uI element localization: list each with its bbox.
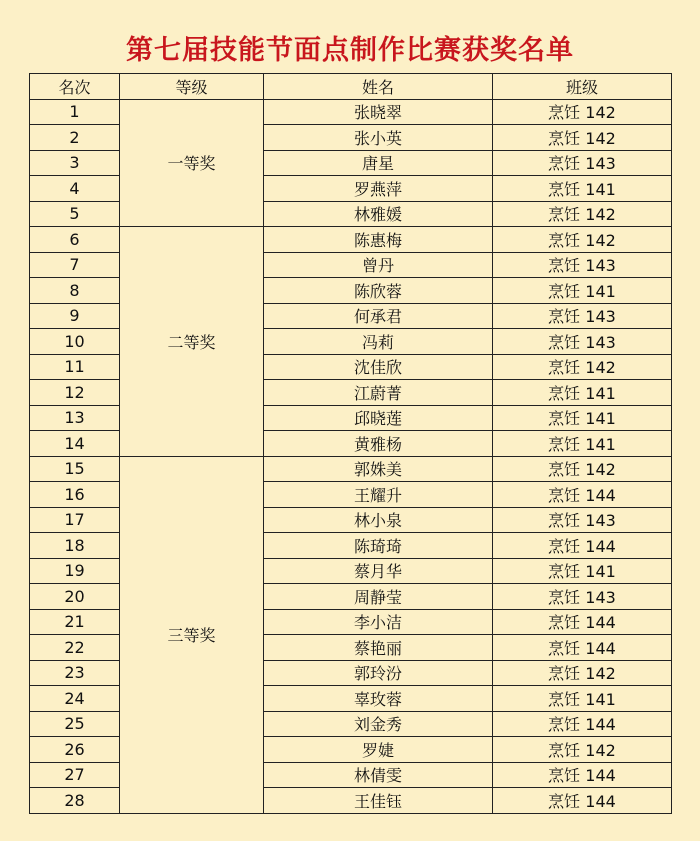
- name-cell: 唐星: [264, 150, 493, 176]
- rank-cell: 21: [30, 609, 120, 635]
- class-cell: 烹饪 142: [493, 737, 672, 763]
- rank-cell: 8: [30, 278, 120, 304]
- name-cell: 张晓翠: [264, 99, 493, 125]
- class-cell: 烹饪 144: [493, 482, 672, 508]
- rank-cell: 17: [30, 507, 120, 533]
- table-body: [30, 99, 672, 813]
- rank-cell: 2: [30, 125, 120, 151]
- class-cell: 烹饪 142: [493, 201, 672, 227]
- page-title: 第七届技能节面点制作比赛获奖名单: [126, 35, 574, 66]
- class-cell: 烹饪 141: [493, 558, 672, 584]
- rank-cell: 14: [30, 431, 120, 457]
- rank-cell: 26: [30, 737, 120, 763]
- rank-cell: 11: [30, 354, 120, 380]
- class-cell: 烹饪 142: [493, 99, 672, 125]
- rank-cell: 22: [30, 635, 120, 661]
- class-cell: 烹饪 142: [493, 227, 672, 253]
- rank-cell: 6: [30, 227, 120, 253]
- header-rank: 名次: [30, 74, 120, 100]
- name-cell: 郭姝美: [264, 456, 493, 482]
- award-level-cell: 二等奖: [120, 227, 264, 457]
- class-cell: 烹饪 141: [493, 431, 672, 457]
- name-cell: 罗婕: [264, 737, 493, 763]
- name-cell: 李小洁: [264, 609, 493, 635]
- name-cell: 何承君: [264, 303, 493, 329]
- class-cell: 烹饪 144: [493, 762, 672, 788]
- class-cell: 烹饪 144: [493, 711, 672, 737]
- class-cell: 烹饪 144: [493, 788, 672, 814]
- awards-table: [29, 73, 672, 814]
- name-cell: 王耀升: [264, 482, 493, 508]
- rank-cell: 1: [30, 99, 120, 125]
- class-cell: 烹饪 141: [493, 686, 672, 712]
- name-cell: 黄雅杨: [264, 431, 493, 457]
- name-cell: 林小泉: [264, 507, 493, 533]
- name-cell: 林雅媛: [264, 201, 493, 227]
- class-cell: 烹饪 143: [493, 150, 672, 176]
- rank-cell: 13: [30, 405, 120, 431]
- name-cell: 王佳钰: [264, 788, 493, 814]
- rank-cell: 4: [30, 176, 120, 202]
- header-name: 姓名: [264, 74, 493, 100]
- class-cell: 烹饪 143: [493, 507, 672, 533]
- class-cell: 烹饪 141: [493, 278, 672, 304]
- class-cell: 烹饪 143: [493, 584, 672, 610]
- name-cell: 刘金秀: [264, 711, 493, 737]
- name-cell: 罗燕萍: [264, 176, 493, 202]
- table-header-row: [30, 74, 672, 100]
- name-cell: 陈欣蓉: [264, 278, 493, 304]
- rank-cell: 19: [30, 558, 120, 584]
- name-cell: 曾丹: [264, 252, 493, 278]
- rank-cell: 7: [30, 252, 120, 278]
- name-cell: 蔡月华: [264, 558, 493, 584]
- name-cell: 冯莉: [264, 329, 493, 355]
- rank-cell: 27: [30, 762, 120, 788]
- class-cell: 烹饪 142: [493, 456, 672, 482]
- name-cell: 郭玲汾: [264, 660, 493, 686]
- class-cell: 烹饪 142: [493, 660, 672, 686]
- name-cell: 陈惠梅: [264, 227, 493, 253]
- name-cell: 林倩雯: [264, 762, 493, 788]
- rank-cell: 12: [30, 380, 120, 406]
- rank-cell: 9: [30, 303, 120, 329]
- name-cell: 辜玫蓉: [264, 686, 493, 712]
- award-level-cell: 三等奖: [120, 456, 264, 813]
- class-cell: 烹饪 141: [493, 405, 672, 431]
- class-cell: 烹饪 142: [493, 354, 672, 380]
- header-level: 等级: [120, 74, 264, 100]
- name-cell: 蔡艳丽: [264, 635, 493, 661]
- class-cell: 烹饪 144: [493, 609, 672, 635]
- rank-cell: 18: [30, 533, 120, 559]
- rank-cell: 20: [30, 584, 120, 610]
- table-row: [30, 99, 672, 125]
- header-class: 班级: [493, 74, 672, 100]
- name-cell: 陈琦琦: [264, 533, 493, 559]
- class-cell: 烹饪 142: [493, 125, 672, 151]
- class-cell: 烹饪 143: [493, 252, 672, 278]
- class-cell: 烹饪 144: [493, 635, 672, 661]
- rank-cell: 10: [30, 329, 120, 355]
- table-row: [30, 456, 672, 482]
- rank-cell: 25: [30, 711, 120, 737]
- class-cell: 烹饪 141: [493, 380, 672, 406]
- name-cell: 周静莹: [264, 584, 493, 610]
- name-cell: 沈佳欣: [264, 354, 493, 380]
- rank-cell: 15: [30, 456, 120, 482]
- class-cell: 烹饪 143: [493, 329, 672, 355]
- class-cell: 烹饪 141: [493, 176, 672, 202]
- class-cell: 烹饪 143: [493, 303, 672, 329]
- rank-cell: 23: [30, 660, 120, 686]
- rank-cell: 24: [30, 686, 120, 712]
- name-cell: 张小英: [264, 125, 493, 151]
- class-cell: 烹饪 144: [493, 533, 672, 559]
- table-row: [30, 227, 672, 253]
- name-cell: 邱晓莲: [264, 405, 493, 431]
- rank-cell: 3: [30, 150, 120, 176]
- rank-cell: 16: [30, 482, 120, 508]
- rank-cell: 28: [30, 788, 120, 814]
- award-level-cell: 一等奖: [120, 99, 264, 227]
- rank-cell: 5: [30, 201, 120, 227]
- name-cell: 江蔚菁: [264, 380, 493, 406]
